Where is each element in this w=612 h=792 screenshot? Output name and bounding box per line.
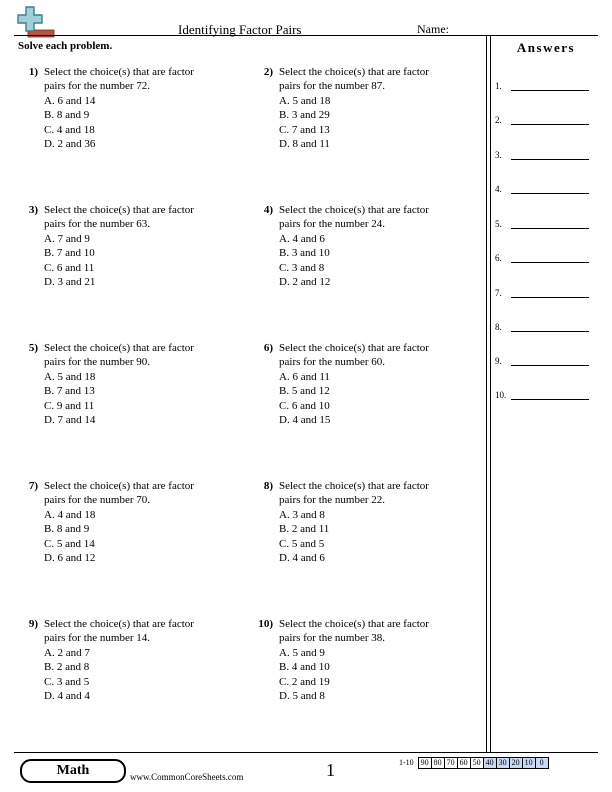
answer-choice: A. 5 and 18 — [279, 94, 331, 107]
answer-row — [495, 390, 595, 404]
answer-choice: D. 4 and 4 — [44, 690, 90, 703]
answer-number: 1. — [495, 81, 502, 91]
answer-choice: C. 6 and 10 — [279, 399, 330, 412]
problem-body — [279, 617, 469, 703]
problem-body — [44, 203, 234, 289]
header-divider — [14, 35, 598, 36]
answer-choice: C. 7 and 13 — [279, 123, 330, 136]
page-number: 1 — [326, 760, 335, 780]
answers-heading: Answers — [516, 40, 576, 55]
answer-choice: B. 5 and 12 — [279, 385, 330, 398]
answer-number: 2. — [495, 115, 502, 125]
problem-number: 4) — [263, 204, 273, 216]
answer-choice: A. 3 and 8 — [279, 508, 325, 521]
problem-number: 3) — [28, 204, 38, 216]
worksheet-title: Identifying Factor Pairs — [178, 22, 302, 37]
score-cell: 90 — [418, 757, 432, 769]
answer-choice: A. 5 and 9 — [279, 646, 325, 659]
answer-choice: D. 2 and 12 — [279, 276, 331, 289]
answer-number: 5. — [495, 219, 502, 229]
answer-row — [495, 356, 595, 370]
answer-choice: B. 4 and 10 — [279, 661, 330, 674]
answer-choice: C. 5 and 14 — [44, 537, 95, 550]
question-text: Select the choice(s) that are factor — [279, 618, 429, 630]
question-text: pairs for the number 87. — [279, 80, 385, 93]
answer-choice: D. 7 and 14 — [44, 414, 96, 427]
answer-row — [495, 219, 595, 233]
question-text: pairs for the number 14. — [44, 632, 150, 645]
answer-choice: B. 2 and 8 — [44, 661, 90, 674]
answer-blank[interactable] — [511, 365, 589, 366]
answer-choice: D. 3 and 21 — [44, 276, 96, 289]
answer-choice: B. 3 and 10 — [279, 247, 330, 260]
answer-row — [495, 288, 595, 302]
instructions: Solve each problem. — [18, 40, 113, 52]
problem-body — [279, 65, 469, 151]
answer-number: 9. — [495, 356, 502, 366]
question-text: Select the choice(s) that are factor — [279, 204, 429, 216]
question-text: Select the choice(s) that are factor — [44, 342, 194, 354]
plus-logo-icon — [14, 4, 60, 38]
problem-number: 5) — [28, 342, 38, 354]
answer-choice: C. 3 and 5 — [44, 675, 90, 688]
answer-choice: A. 5 and 18 — [44, 370, 96, 383]
problem-number: 6) — [263, 342, 273, 354]
answer-choice: A. 7 and 9 — [44, 232, 90, 245]
score-cell: 20 — [510, 757, 523, 769]
question-text: pairs for the number 72. — [44, 80, 150, 93]
question-text: Select the choice(s) that are factor — [44, 66, 194, 78]
answer-blank[interactable] — [511, 193, 589, 194]
answer-choice: A. 6 and 14 — [44, 94, 96, 107]
answer-blank[interactable] — [511, 159, 589, 160]
question-text: Select the choice(s) that are factor — [44, 204, 194, 216]
problem-body — [44, 617, 234, 703]
problem-number: 9) — [28, 618, 38, 630]
question-text: Select the choice(s) that are factor — [44, 480, 194, 492]
answer-row — [495, 322, 595, 336]
answer-choice: D. 8 and 11 — [279, 138, 330, 151]
column-divider — [490, 36, 491, 752]
problem-body — [279, 341, 469, 427]
answer-blank[interactable] — [511, 124, 589, 125]
question-text: Select the choice(s) that are factor — [279, 342, 429, 354]
subject-badge: Math — [20, 759, 126, 783]
question-text: pairs for the number 38. — [279, 632, 385, 645]
answer-choice: B. 2 and 11 — [279, 523, 330, 536]
answer-blank[interactable] — [511, 399, 589, 400]
question-text: pairs for the number 22. — [279, 494, 385, 507]
footer-divider — [14, 752, 598, 753]
problem-body — [44, 341, 234, 427]
answer-choice: A. 6 and 11 — [279, 370, 330, 383]
problem-number: 2) — [263, 66, 273, 78]
answer-blank[interactable] — [511, 297, 589, 298]
answer-row — [495, 253, 595, 267]
answer-choice: A. 2 and 7 — [44, 646, 90, 659]
score-cell: 70 — [445, 757, 458, 769]
question-text: pairs for the number 63. — [44, 218, 150, 231]
score-cell: 80 — [432, 757, 445, 769]
score-cell: 50 — [471, 757, 484, 769]
answer-number: 3. — [495, 150, 502, 160]
answer-number: 10. — [495, 390, 507, 400]
question-text: pairs for the number 60. — [279, 356, 385, 369]
problem-body — [44, 479, 234, 565]
answer-blank[interactable] — [511, 90, 589, 91]
answer-choice: D. 6 and 12 — [44, 552, 96, 565]
answer-row — [495, 81, 595, 95]
answer-blank[interactable] — [511, 262, 589, 263]
name-label: Name: — [417, 22, 449, 36]
problem-number: 8) — [263, 480, 273, 492]
answer-blank[interactable] — [511, 228, 589, 229]
answer-blank[interactable] — [511, 331, 589, 332]
answer-number: 8. — [495, 322, 502, 332]
answer-choice: C. 4 and 18 — [44, 123, 95, 136]
answer-choice: A. 4 and 18 — [44, 508, 96, 521]
score-cell: 0 — [536, 757, 549, 769]
score-label: 1-10 — [399, 758, 414, 767]
question-text: Select the choice(s) that are factor — [44, 618, 194, 630]
answer-choice: B. 8 and 9 — [44, 109, 90, 122]
score-table — [399, 757, 549, 768]
answer-choice: C. 5 and 5 — [279, 537, 325, 550]
answer-choice: C. 2 and 19 — [279, 675, 330, 688]
answer-choice: D. 4 and 15 — [279, 414, 331, 427]
answer-choice: D. 5 and 8 — [279, 690, 325, 703]
question-text: pairs for the number 24. — [279, 218, 385, 231]
answer-number: 4. — [495, 184, 502, 194]
answer-row — [495, 115, 595, 129]
problem-body — [279, 479, 469, 565]
score-cell: 60 — [458, 757, 471, 769]
answer-choice: B. 3 and 29 — [279, 109, 330, 122]
question-text: Select the choice(s) that are factor — [279, 66, 429, 78]
answer-choice: C. 3 and 8 — [279, 261, 325, 274]
answer-row — [495, 150, 595, 164]
column-divider — [486, 36, 487, 752]
answer-number: 7. — [495, 288, 502, 298]
problem-body — [44, 65, 234, 151]
problem-number: 1) — [28, 66, 38, 78]
score-cell: 10 — [523, 757, 536, 769]
problem-number: 7) — [28, 480, 38, 492]
answer-choice: C. 9 and 11 — [44, 399, 95, 412]
answer-choice: D. 4 and 6 — [279, 552, 325, 565]
answer-choice: D. 2 and 36 — [44, 138, 96, 151]
answer-choice: B. 7 and 10 — [44, 247, 95, 260]
question-text: Select the choice(s) that are factor — [279, 480, 429, 492]
answer-choice: B. 8 and 9 — [44, 523, 90, 536]
problem-body — [279, 203, 469, 289]
answer-choice: B. 7 and 13 — [44, 385, 95, 398]
answer-number: 6. — [495, 253, 502, 263]
answer-choice: A. 4 and 6 — [279, 232, 325, 245]
website-link[interactable]: www.CommonCoreSheets.com — [130, 772, 244, 782]
score-cell: 40 — [484, 757, 497, 769]
problem-number: 10) — [258, 618, 273, 630]
answer-choice: C. 6 and 11 — [44, 261, 95, 274]
score-cell: 30 — [497, 757, 510, 769]
answer-row — [495, 184, 595, 198]
question-text: pairs for the number 90. — [44, 356, 150, 369]
question-text: pairs for the number 70. — [44, 494, 150, 507]
